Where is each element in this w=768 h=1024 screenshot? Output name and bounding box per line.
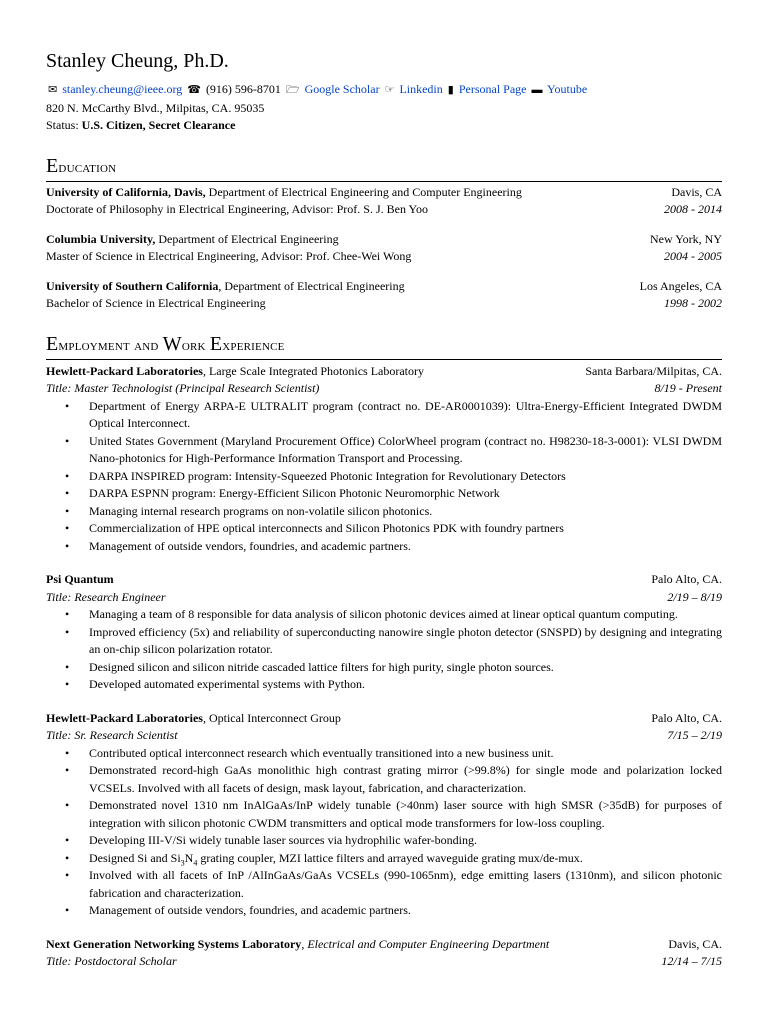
school-name: University of California, Davis,: [46, 184, 206, 199]
linkedin-link[interactable]: Linkedin: [399, 82, 443, 96]
job-bullets: [46, 745, 722, 920]
list-item: • DARPA ESPNN program: Energy-Efficient Silicon Photonic Neuromorphic Network: [89, 485, 722, 503]
list-item: • Department of Energy ARPA-E ULTRALIT program (contract no. DE-AR0001039): Ultra-Energy-Efficient Integrated DWDM Optical Interconnect.: [89, 398, 722, 433]
school-name: Columbia University,: [46, 231, 156, 246]
education-entry: University of Southern California, Department of Electrical Engineering Los Angeles, CA Bachelor of Science in Electrical Engineering 1998 - 2002: [46, 278, 722, 313]
list-item: • Managing internal research programs on non-volatile silicon photonics.: [89, 503, 722, 521]
job-location: Palo Alto, CA.: [651, 710, 722, 725]
education-section-title: Education: [46, 156, 722, 182]
job-title: Title: Master Technologist (Principal Research Scientist): [46, 381, 320, 395]
employer-unit: , Electrical and Computer Engineering Department: [301, 936, 550, 951]
linkedin-icon: ☞: [384, 84, 395, 96]
status-label: Status:: [46, 118, 79, 132]
email-link[interactable]: stanley.cheung@ieee.org: [62, 82, 183, 96]
folder-icon: 🗁: [285, 84, 300, 96]
employer-name: Hewlett-Packard Laboratories: [46, 363, 203, 378]
employer-name: Next Generation Networking Systems Laboratory: [46, 936, 302, 951]
degree: Doctorate of Philosophy in Electrical Engineering, Advisor: Prof. S. J. Ben Yoo: [46, 202, 428, 216]
list-item: • Designed Si and $Si_3N_4$ grating coupler, MZI lattice filters and arrayed waveguide grating mux/de-mux.: [89, 850, 722, 868]
phone-icon: ☎: [187, 84, 201, 96]
job-dates: 8/19 - Present: [654, 381, 722, 395]
list-item: • Commercialization of HPE optical interconnects and Silicon Photonics PDK with foundry partners: [89, 520, 722, 538]
school-location: Los Angeles, CA: [639, 278, 722, 293]
list-item: • Involved with all facets of InP /AlInGaAs/GaAs VCSELs (990-1065nm), edge emitting lasers (1310nm), and silicon photonic fabrication and characterization.: [89, 867, 722, 902]
phone-number: (916) 596-8701: [205, 82, 281, 96]
job-dates: 2/19 – 8/19: [667, 589, 722, 604]
list-item: • DARPA INSPIRED program: Intensity-Squeezed Photonic Integration for Revolutionary Detectors: [89, 468, 722, 486]
school-location: Davis, CA: [671, 184, 722, 199]
employer-unit: , Optical Interconnect Group: [202, 710, 341, 725]
status-line: [46, 117, 722, 135]
page-icon: ▮: [447, 84, 454, 96]
job-title: Title: Research Engineer: [46, 589, 166, 604]
employer-unit: , Large Scale Integrated Photonics Laboratory: [202, 363, 425, 378]
job-location: Davis, CA.: [668, 936, 722, 951]
list-item: • Contributed optical interconnect research which eventually transitioned into a new business unit.: [89, 745, 722, 763]
address: 820 N. McCarthy Blvd., Milpitas, CA. 95035: [46, 100, 265, 115]
job-entry: [46, 936, 722, 971]
job-entry: [46, 363, 722, 556]
list-item: • Management of outside vendors, foundries, and academic partners.: [89, 538, 722, 556]
degree-dates: 2008 - 2014: [664, 202, 722, 216]
list-item: • Demonstrated record-high GaAs monolithic high contrast grating mirror (>99.8%) for single mode and polarization locked VCSELs. Involved with all facets of design, mask layout, fabrication, and characterization.: [89, 762, 722, 797]
list-item: • Developed automated experimental systems with Python.: [89, 676, 722, 694]
degree-dates: 1998 - 2002: [664, 296, 722, 310]
school-location: New York, NY: [649, 231, 722, 246]
job-entry: [46, 710, 722, 920]
job-title: Title: Postdoctoral Scholar: [46, 954, 177, 968]
envelope-icon: ✉: [48, 84, 58, 96]
school-name: University of Southern California: [46, 278, 219, 293]
degree: Bachelor of Science in Electrical Engineering: [46, 296, 266, 310]
job-bullets: [46, 606, 722, 694]
job-title: Title: Sr. Research Scientist: [46, 728, 178, 742]
list-item: • Managing a team of 8 responsible for data analysis of silicon photonic devices aimed at linear optical quantum computing.: [89, 606, 722, 624]
list-item: • Improved efficiency (5x) and reliability of superconducting nanowire single photon detector (SNSPD) by designing and integrating an on-chip silicon polarization rotator.: [89, 624, 722, 659]
list-item: • Designed silicon and silicon nitride cascaded lattice filters for high purity, single photon sources.: [89, 659, 722, 677]
personal-page-link[interactable]: Personal Page: [458, 82, 527, 96]
job-dates: 12/14 – 7/15: [661, 954, 722, 968]
list-item: • United States Government (Maryland Procurement Office) ColorWheel program (contract no. H98230-18-3-0001): VLSI DWDM Nano-photonics for High-Performance Information Transport and Processing.: [89, 433, 722, 468]
job-dates: 7/15 – 2/19: [667, 728, 722, 742]
employer-name: Hewlett-Packard Laboratories: [46, 710, 203, 725]
list-item: • Management of outside vendors, foundries, and academic partners.: [89, 902, 722, 920]
status-value: U.S. Citizen, Secret Clearance: [81, 118, 236, 132]
list-item: • Demonstrated novel 1310 nm InAlGaAs/InP widely tunable (>40nm) laser source with high SMSR (>35dB) for purposes of integration with silicon photonic CWDM transmitters and optical mode transformers for low-loss coupling.: [89, 797, 722, 832]
degree-dates: 2004 - 2005: [664, 249, 722, 263]
employment-section-title: Employment and Work Experience: [46, 334, 722, 360]
list-item: • Developing III-V/Si widely tunable laser sources via hydrophilic wafer-bonding.: [89, 832, 722, 850]
video-icon: ▬: [531, 84, 543, 96]
job-location: Santa Barbara/Milpitas, CA.: [585, 363, 722, 378]
job-bullets: [46, 398, 722, 556]
job-location: Palo Alto, CA.: [651, 572, 722, 586]
education-entry: Columbia University, Department of Electrical Engineering New York, NY Master of Science in Electrical Engineering, Advisor: Prof. Chee-Wei Wong 2004 - 2005: [46, 231, 722, 266]
youtube-link[interactable]: Youtube: [547, 82, 588, 96]
employer-name: Psi Quantum: [46, 572, 114, 586]
contact-line: [46, 81, 722, 100]
degree: Master of Science in Electrical Engineering, Advisor: Prof. Chee-Wei Wong: [46, 249, 412, 263]
candidate-name: Stanley Cheung, Ph.D.: [46, 50, 229, 72]
google-scholar-link[interactable]: Google Scholar: [304, 82, 380, 96]
job-entry: [46, 571, 722, 694]
education-entry: University of California, Davis, Department of Electrical Engineering and Computer Engineering Davis, CA Doctorate of Philosophy in Electrical Engineering, Advisor: Prof. S. J. Ben Yoo 2008 - 2014: [46, 184, 722, 219]
